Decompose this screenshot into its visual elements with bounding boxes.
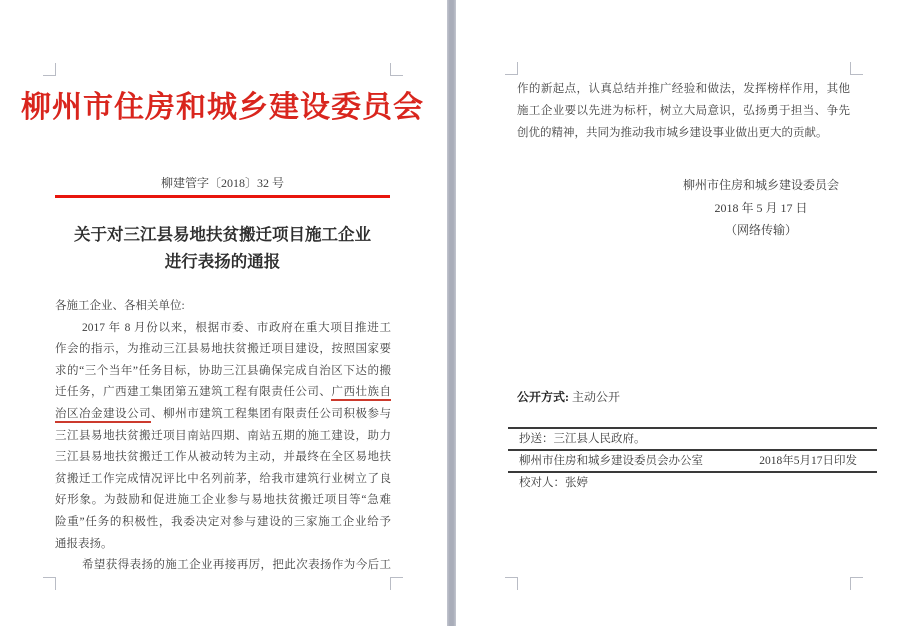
disclosure-label: 公开方式:: [517, 390, 569, 404]
body-line: 三江县易地扶贫搬迁项目南站四期、南站五期的施工建设，助力: [55, 429, 391, 442]
crop-mark-right-top-right: [850, 62, 863, 75]
crop-mark-right-bottom-left: [505, 577, 518, 590]
crop-mark-right-bottom-right: [850, 577, 863, 590]
body-line: 2017 年 8 月份以来，根据市委、市政府在重大项目推进工: [82, 321, 391, 334]
disclosure-value: 主动公开: [572, 390, 621, 404]
document-title-line1: 关于对三江县易地扶贫搬迁项目施工企业: [74, 225, 371, 244]
red-rule: [55, 195, 390, 198]
body-line: 希望获得表扬的施工企业再接再厉，把此次表扬作为今后工: [82, 559, 391, 572]
body-line: 好形象。为鼓励和促进施工企业参与易地扶贫搬迁项目等“急难: [55, 494, 391, 507]
body-text: 迁任务，广西建工集团第五建筑工程有限责任公司、: [55, 386, 332, 399]
footer-office: 柳州市住房和城乡建设委员会办公室: [519, 455, 703, 467]
footer-print-date: 2018年5月17日印发: [759, 455, 857, 467]
crop-mark-left-top-right: [390, 63, 403, 76]
signature-agency: 柳州市住房和城乡建设委员会: [682, 178, 839, 192]
body-line: [55, 404, 391, 426]
agency-red-header: 柳州市住房和城乡建设委员会: [21, 91, 424, 124]
body-line: 通报表扬。: [55, 537, 113, 550]
body-line: 作会的指示，为推动三江县易地扶贫搬迁项目建设，按照国家要: [55, 343, 391, 356]
red-underlined-company: 治区冶金建设公司: [55, 408, 151, 423]
footer-proofreader-row: 校对人：张婷: [519, 477, 588, 489]
body-line: [55, 382, 391, 404]
footer-table: [508, 427, 877, 493]
salutation: 各施工企业、各相关单位:: [55, 300, 185, 312]
body-text: 、柳州市建筑工程集团有限责任公司积极参与: [151, 407, 392, 420]
body-line: 求的“三个当年”任务目标，协助三江县确保完成自治区下达的搬: [55, 364, 391, 377]
footer-cc-row: 抄送：三江县人民政府。: [508, 429, 877, 451]
crop-mark-right-top-left: [505, 62, 518, 75]
signature-delivery-method: （网络传输）: [724, 223, 797, 237]
document-number: 柳建管字〔2018〕32 号: [160, 176, 284, 190]
footer-office-row: [508, 451, 877, 473]
red-underlined-company: 广西壮族自: [331, 386, 391, 401]
page-divider: [447, 0, 456, 626]
body-line: 三江县易地扶贫搬迁工作从被动转为主动，并最终在全区易地扶: [55, 451, 391, 464]
body-line: 作的新起点，认真总结并推广经验和做法，发挥榜样作用，其他: [517, 83, 850, 95]
right-page-body: [517, 78, 850, 144]
signature-date: 2018 年 5 月 17 日: [714, 200, 808, 215]
body-line: 贫搬迁工作完成情况评比中名列前茅，给我市建筑行业树立了良: [55, 472, 391, 485]
crop-mark-left-bottom-right: [390, 577, 403, 590]
signature-block: [656, 174, 866, 242]
crop-mark-left-bottom-left: [43, 577, 56, 590]
disclosure-line: [517, 388, 850, 405]
body-line: 险重”任务的积极性，我委决定对参与建设的三家施工企业给予: [55, 515, 391, 528]
left-page-body: [55, 296, 391, 577]
body-line: 创优的精神，共同为推动我市城乡建设事业做出更大的贡献。: [517, 127, 828, 139]
document-title-line2: 进行表扬的通报: [164, 252, 281, 271]
crop-mark-left-top-left: [43, 63, 56, 76]
body-line: 施工企业要以先进为标杆，树立大局意识，弘扬勇于担当、争先: [517, 105, 850, 117]
document-title: [40, 221, 405, 275]
